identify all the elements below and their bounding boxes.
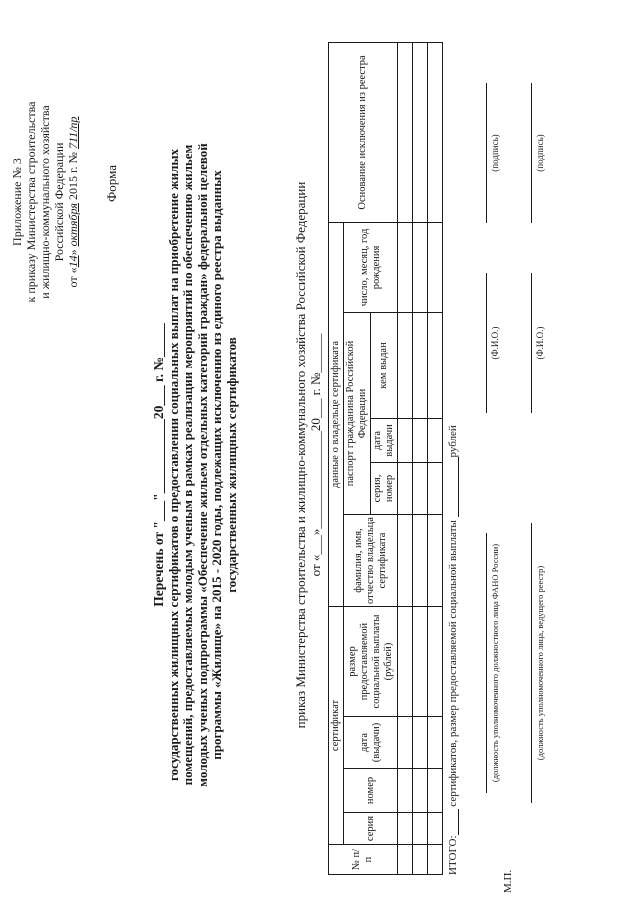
appendix-line-1: Приложение № 3 (10, 158, 24, 246)
total-count-blank (446, 809, 459, 835)
table-cell (413, 42, 428, 222)
total-label: ИТОГО: (447, 835, 459, 875)
table-cell (413, 845, 428, 875)
table-cell (398, 717, 413, 769)
header-num: № п/п (329, 845, 398, 875)
table-cell (428, 515, 443, 607)
table-cell (413, 313, 428, 419)
table-cell (428, 717, 443, 769)
fio-line-2 (531, 273, 532, 413)
header-date: дата (выдачи) (344, 717, 398, 769)
fano-position-line (486, 533, 487, 793)
title-line-1: Перечень от "___"___________20___ г. №_____ (151, 323, 166, 607)
table-row (428, 42, 443, 874)
table-cell (413, 419, 428, 463)
table-cell (398, 845, 413, 875)
appendix-line-5 (66, 22, 80, 382)
appendix-date-month: октября (66, 203, 80, 247)
appendix-date-day: 14 (66, 255, 80, 268)
header-passport-issuer: кем выдан (371, 313, 398, 419)
header-series: серия (344, 813, 398, 845)
header-passport-series: серия, номер (371, 463, 398, 515)
fio-caption-2: (Ф.И.О.) (535, 326, 545, 360)
appendix-date-year: 2015 г. № (66, 149, 80, 204)
title-line-5: программы «Жилище» на 2015 - 2020 годы, подлежащих исключению из единого реестра выданных (209, 170, 224, 760)
header-owner: данные о владельце сертификата (329, 222, 344, 606)
title-line-4: молодых ученых подпрограммы «Обеспечение жильем отдельных категорий граждан» федеральной целевой (194, 143, 210, 787)
table-cell (428, 313, 443, 419)
table-cell (428, 222, 443, 312)
order-reference (293, 55, 323, 855)
sign-caption-1: (подпись) (490, 134, 500, 172)
table-cell (413, 463, 428, 515)
title-line-3: помещений, предоставляемых молодым ученым в рамках реализации мероприятий по обеспечению жильем (180, 144, 195, 786)
appendix-order-number: 711/пр (66, 116, 80, 150)
registry-position-line (531, 523, 532, 803)
appendix-line-2: к приказу Министерства строительства (24, 101, 38, 303)
table-cell (428, 769, 443, 813)
header-passport-date: дата выдачи (371, 419, 398, 463)
table-row (413, 42, 428, 874)
fano-position-caption: (должность уполномоченного должностного лица ФАНО России) (490, 543, 500, 783)
sign-line-2 (531, 83, 532, 223)
table-cell (428, 419, 443, 463)
table-cell (398, 222, 413, 312)
total-suffix: рублей (447, 425, 459, 458)
header-birth: число, месяц, год рождения (344, 222, 398, 312)
appendix-line-4: Российской Федерации (52, 142, 66, 262)
header-amount: размер предоставляемой социальной выплаты (рублей) (344, 607, 398, 717)
title-line-2: государственных жилищных сертификатов о предоставлении социальных выплат на приобретение жилых (165, 148, 181, 782)
table-cell (413, 717, 428, 769)
table-cell (413, 607, 428, 717)
table-cell (428, 813, 443, 845)
table-cell (413, 222, 428, 312)
total-middle-text: сертификатов, размер предоставляемой социальной выплаты (447, 520, 459, 807)
table-cell (428, 42, 443, 222)
fio-line-1 (486, 273, 487, 413)
table-cell (428, 463, 443, 515)
table-cell (398, 463, 413, 515)
fio-caption-1: (Ф.И.О.) (490, 326, 500, 360)
appendix-date-mid: » (66, 246, 80, 256)
table-cell (398, 419, 413, 463)
header-passport: паспорт гражданина Российской Федерации (344, 313, 371, 515)
table-cell (413, 813, 428, 845)
table-cell (398, 313, 413, 419)
header-certificate: сертификат (329, 607, 344, 845)
appendix-line-3: и жилищно-коммунального хозяйства (38, 105, 52, 299)
sign-caption-2: (подпись) (535, 134, 545, 172)
title-line-6: государственных жилищных сертификатов (223, 337, 239, 593)
order-line-1: приказ Министерства строительства и жилищно-коммунального хозяйства Российской Федерации (293, 181, 308, 729)
table-cell (398, 515, 413, 607)
table-cell (428, 607, 443, 717)
header-fio: фамилия, имя, отчество владельца сертификата (344, 515, 398, 607)
table-cell (398, 42, 413, 222)
order-line-2: от «___»_______________20___ г. №______ (308, 333, 323, 577)
total-line (446, 425, 459, 875)
table-cell (398, 813, 413, 845)
sign-line-1 (486, 83, 487, 223)
table-cell (413, 515, 428, 607)
document-title (152, 55, 239, 875)
form-label: Форма (104, 165, 119, 202)
table-row (398, 42, 413, 874)
appendix-header (10, 22, 80, 382)
table-cell (398, 607, 413, 717)
table-cell (413, 769, 428, 813)
table-cell (398, 769, 413, 813)
appendix-date-prefix: от « (66, 267, 80, 288)
registry-position-caption: (должность уполномоченного лица, ведущего реестр) (535, 565, 545, 761)
header-reason: Основание исключения из реестра (329, 42, 398, 222)
certificates-table (328, 42, 443, 875)
table-cell (428, 845, 443, 875)
total-amount-blank (446, 457, 459, 517)
seal-placeholder: М.П. (502, 869, 514, 893)
header-number: номер (344, 769, 398, 813)
